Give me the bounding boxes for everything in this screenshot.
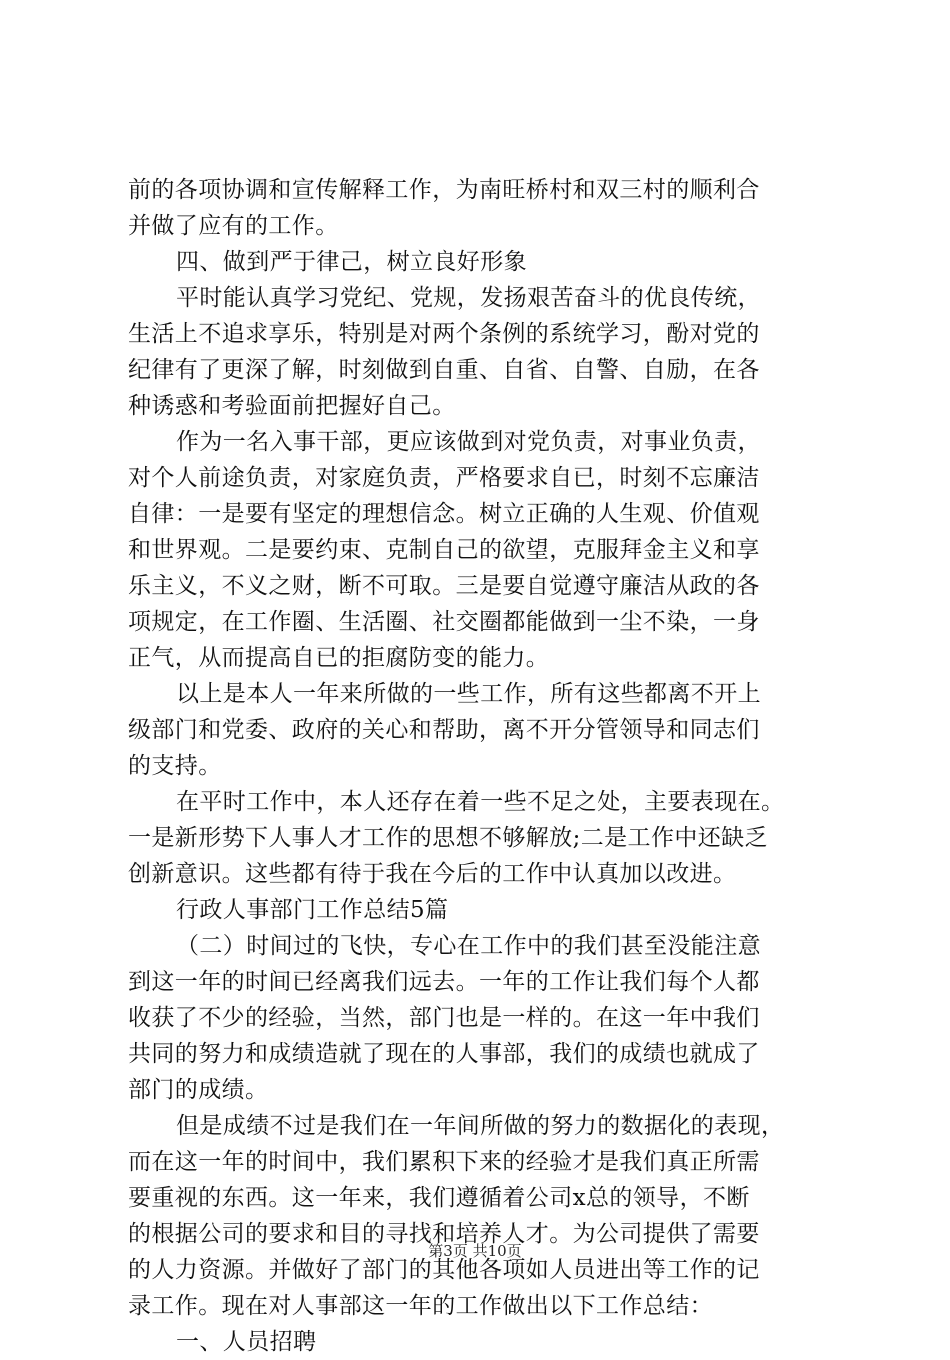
text-line: 收获了不少的经验，当然，部门也是一样的。在这一年中我们 — [128, 1005, 760, 1031]
text-line: 到这一年的时间已经离我们远去。一年的工作让我们每个人都 — [128, 969, 760, 995]
text-line: （二）时间过的飞快，专心在工作中的我们甚至没能注意 — [176, 933, 761, 959]
text-line: 部门的成绩。 — [128, 1077, 269, 1103]
text-line: 共同的努力和成绩造就了现在的人事部，我们的成绩也就成了 — [128, 1041, 760, 1067]
section-heading: 一、人员招聘 — [176, 1329, 317, 1355]
text-line: 自律：一是要有坚定的理想信念。树立正确的人生观、价值观 — [128, 501, 760, 527]
text-line: 项规定，在工作圈、生活圈、社交圈都能做到一尘不染，一身 — [128, 609, 760, 635]
text-line: 对个人前途负责，对家庭负责，严格要求自已，时刻不忘廉洁 — [128, 465, 760, 491]
text-line: 乐主义，不义之财，断不可取。三是要自觉遵守廉洁从政的各 — [128, 573, 760, 599]
text-line: 平时能认真学习党纪、党规，发扬艰苦奋斗的优良传统， — [176, 285, 761, 311]
text-line: 录工作。现在对人事部这一年的工作做出以下工作总结： — [128, 1293, 713, 1319]
text-line: 级部门和党委、政府的关心和帮助，离不开分管领导和同志们 — [128, 717, 760, 743]
text-line: 生活上不追求享乐，特别是对两个条例的系统学习，酚对党的 — [128, 321, 760, 347]
text-line: 要重视的东西。这一年来，我们遵循着公司x总的领导，不断 — [128, 1185, 750, 1211]
page-footer: 第3页 共10页 — [428, 1242, 522, 1260]
text-line: 正气，从而提高自已的拒腐防变的能力。 — [128, 645, 550, 671]
body-text — [128, 172, 828, 1360]
text-line: 并做了应有的工作。 — [128, 213, 339, 239]
text-line: 在平时工作中，本人还存在着一些不足之处，主要表现在。 — [176, 789, 785, 815]
text-line: 和世界观。二是要约束、克制自己的欲望，克服拜金主义和享 — [128, 537, 760, 563]
text-line: 种诱惑和考验面前把握好自己。 — [128, 393, 456, 419]
text-line: 的根据公司的要求和目的寻找和培养人才。为公司提供了需要 — [128, 1221, 760, 1247]
text-line: 的人力资源。并做好了部门的其他各项如人员进出等工作的记 — [128, 1257, 760, 1283]
text-line: 但是成绩不过是我们在一年间所做的努力的数据化的表现， — [176, 1113, 785, 1139]
text-line: 前的各项协调和宣传解释工作，为南旺桥村和双三村的顺利合 — [128, 177, 760, 203]
text-line: 创新意识。这些都有待于我在今后的工作中认真加以改进。 — [128, 861, 737, 887]
text-line: 而在这一年的时间中，我们累积下来的经验才是我们真正所需 — [128, 1149, 760, 1175]
text-line: 作为一名入事干部，更应该做到对党负责，对事业负责， — [176, 429, 761, 455]
article-title: 行政人事部门工作总结5篇 — [176, 897, 449, 923]
text-line: 的支持。 — [128, 753, 222, 779]
text-line: 以上是本人一年来所做的一些工作，所有这些都离不开上 — [176, 681, 761, 707]
text-line: 纪律有了更深了解，时刻做到自重、自省、自警、自励，在各 — [128, 357, 760, 383]
section-heading: 四、做到严于律己，树立良好形象 — [176, 249, 527, 275]
text-line: 一是新形势下人事人才工作的思想不够解放;二是工作中还缺乏 — [128, 825, 768, 851]
